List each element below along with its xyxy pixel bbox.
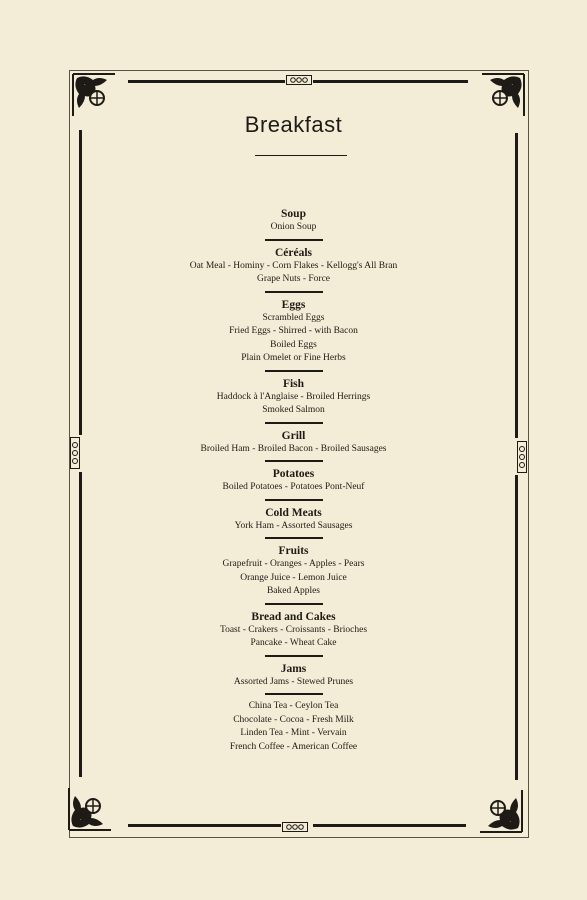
section-divider xyxy=(265,422,323,424)
top-rule-left xyxy=(128,80,285,83)
menu-item-line: Pancake - Wheat Cake xyxy=(250,638,337,648)
menu-section xyxy=(0,662,587,690)
menu-item-line: Plain Omelet or Fine Herbs xyxy=(241,353,346,363)
menu-item-line: Oat Meal - Hominy - Corn Flakes - Kellogg's All Bran xyxy=(189,260,398,271)
section-divider xyxy=(265,499,323,501)
section-divider xyxy=(265,603,323,605)
section-divider xyxy=(265,291,323,293)
section-divider xyxy=(265,693,323,695)
menu-item-line: Orange Juice - Lemon Juice xyxy=(240,572,347,583)
menu-item-line: Fried Eggs - Shirred - with Bacon xyxy=(229,326,358,336)
menu-section xyxy=(0,544,587,599)
top-mid-ornament-icon xyxy=(286,75,312,85)
menu-section xyxy=(0,377,587,418)
section-heading: Jams xyxy=(280,662,307,675)
bottom-left-corner-ornament-icon xyxy=(67,786,113,832)
title-underline xyxy=(255,155,347,156)
menu-item-line: Baked Apples xyxy=(266,586,321,596)
section-heading: Fish xyxy=(282,377,305,390)
section-heading: Soup xyxy=(281,208,306,220)
menu-section xyxy=(0,506,587,534)
section-divider xyxy=(265,239,323,241)
section-heading: Cold Meats xyxy=(265,506,322,519)
menu-item-line: Assorted Jams - Stewed Prunes xyxy=(233,676,354,687)
bottom-right-corner-ornament-icon xyxy=(478,788,524,834)
section-heading: Bread and Cakes xyxy=(251,610,336,623)
menu-item-line: Grape Nuts - Force xyxy=(256,274,331,284)
menu-section xyxy=(0,610,587,651)
top-rule-right xyxy=(313,80,468,83)
menu-item-line: French Coffee - American Coffee xyxy=(229,741,358,752)
menu-section xyxy=(0,298,587,366)
section-divider xyxy=(265,655,323,657)
menu-item-line: York Ham - Assorted Sausages xyxy=(234,520,353,531)
section-divider xyxy=(265,460,323,462)
menu-section xyxy=(0,467,587,495)
menu-item-line: Boiled Potatoes - Potatoes Pont-Neuf xyxy=(222,482,365,492)
menu-item-line: Grapefruit - Oranges - Apples - Pears xyxy=(222,559,365,569)
menu-item-line: Smoked Salmon xyxy=(262,405,325,415)
menu-item-line: Linden Tea - Mint - Vervain xyxy=(240,728,347,738)
bottom-rule-left xyxy=(128,824,281,827)
section-divider xyxy=(265,537,323,539)
menu-item-line: China Tea - Ceylon Tea xyxy=(248,701,339,711)
bottom-mid-ornament-icon xyxy=(282,822,308,832)
section-divider xyxy=(265,370,323,372)
menu-item-line: Toast - Crakers - Croissants - Brioches xyxy=(219,624,368,635)
menu-item-line: Chocolate - Cocoa - Fresh Milk xyxy=(233,714,354,725)
bottom-rule-right xyxy=(313,824,466,827)
section-heading: Grill xyxy=(281,429,306,442)
menu-item-line: Boiled Eggs xyxy=(270,339,317,350)
section-heading: Potatoes xyxy=(272,468,315,480)
menu-item-line: Onion Soup xyxy=(270,222,317,232)
menu-section xyxy=(0,207,587,235)
section-heading: Céréals xyxy=(274,246,313,259)
menu-section xyxy=(0,246,587,287)
menu-item-line: Broiled Ham - Broiled Bacon - Broiled Sausages xyxy=(200,443,387,454)
menu-section xyxy=(0,429,587,457)
section-heading: Fruits xyxy=(278,545,309,557)
page-title: Breakfast xyxy=(244,112,343,137)
menu-section xyxy=(0,700,587,754)
menu-list xyxy=(0,206,587,754)
section-heading: Eggs xyxy=(281,298,306,311)
menu-item-line: Scrambled Eggs xyxy=(262,312,325,323)
menu-item-line: Haddock à l'Anglaise - Broiled Herrings xyxy=(216,391,371,402)
